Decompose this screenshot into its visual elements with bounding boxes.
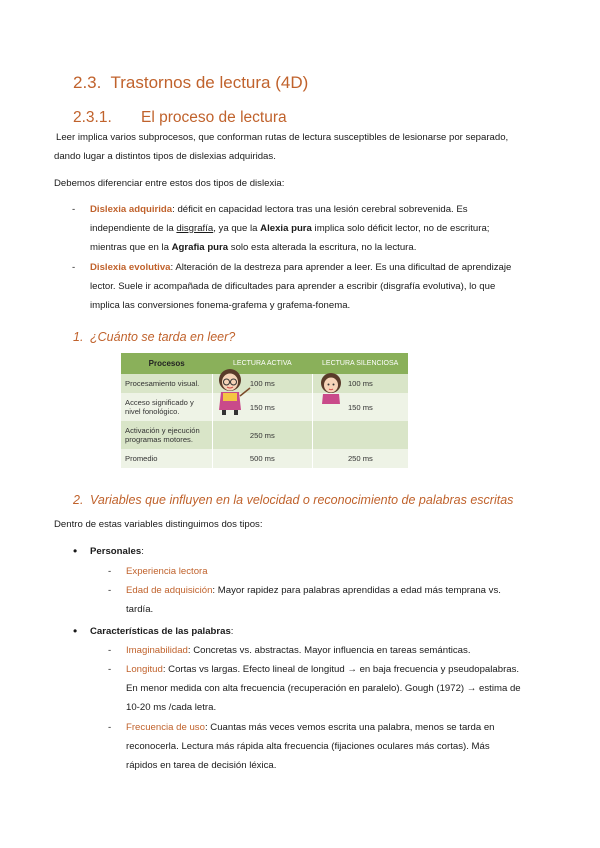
bullet-dot: •	[73, 544, 78, 558]
term: Longitud	[126, 664, 163, 675]
intro-line-1: Leer implica varios subprocesos, que conforman rutas de lectura susceptibles de lesionarse por separado,	[56, 132, 509, 143]
row-label: Activación y ejecución programas motores.	[121, 421, 212, 449]
text: solo esta alterada la escritura, no la lectura.	[228, 242, 417, 253]
dash-marker: -	[108, 566, 112, 577]
text: , ya que la	[213, 223, 261, 234]
heading-number: 2.	[73, 493, 84, 507]
table-row	[121, 421, 408, 449]
row-label: Procesamiento visual.	[121, 374, 212, 393]
row-label: Acceso significado y nivel fonológico.	[121, 393, 212, 421]
term: Edad de adquisición	[126, 585, 213, 596]
text: En menor medida con alta frecuencia (recuperación en paralelo). Gough (1972) → estima de	[126, 683, 521, 694]
caracteristicas-heading	[90, 622, 550, 641]
heading-number: 2.3.1.	[73, 109, 112, 126]
text: lector. Suele ir acompañada de dificultades para aprender a escribir (disgrafía evolutiva), lo que	[90, 281, 496, 292]
heading-2-3	[73, 73, 308, 93]
row-silent: 100 ms	[312, 374, 408, 393]
heading-title: Trastornos de lectura (4D)	[110, 73, 309, 92]
text: : déficit en capacidad lectora tras una lesión cerebral sobrevenida. Es	[172, 204, 468, 215]
underlined-term: disgrafía	[176, 223, 214, 234]
row-silent: 250 ms	[312, 449, 408, 468]
bullet-dot: •	[73, 624, 78, 638]
bullet-dislexia-adquirida	[90, 200, 550, 257]
item-experiencia-lectora	[126, 562, 551, 581]
intro-line-2: dando lugar a distintos tipos de dislexias adquiridas.	[54, 151, 276, 162]
question-2-heading	[73, 493, 513, 507]
row-active: 500 ms	[212, 449, 312, 468]
text: : Cortas vs largas. Efecto lineal de longitud → en baja frecuencia y pseudopalabras.	[162, 664, 520, 675]
header-lectura-activa: LECTURA ACTIVA	[212, 353, 312, 374]
text: 10-20 ms /cada letra.	[126, 702, 217, 713]
heading-title: ¿Cuánto se tarda en leer?	[90, 330, 236, 344]
text: independiente de la	[90, 223, 177, 234]
header-lectura-silenciosa: LECTURA SILENCIOSA	[312, 353, 408, 374]
dash-marker: -	[108, 645, 112, 656]
bold-term: Alexia pura	[260, 223, 312, 234]
header-procesos: Procesos	[121, 353, 212, 374]
item-frecuencia-uso	[126, 718, 551, 775]
teacher-illustration-icon	[214, 366, 254, 416]
bullet-marker: -	[72, 262, 76, 273]
row-active: 150 ms	[212, 393, 312, 421]
text: : Alteración de la destreza para aprender a leer. Es una dificultad de aprendizaje	[170, 262, 512, 273]
term: Dislexia adquirida	[90, 204, 173, 215]
item-imaginabilidad	[126, 641, 551, 660]
text: : Concretas vs. abstractas. Mayor influencia en tareas semánticas.	[187, 645, 471, 656]
heading-number: 2.3.	[73, 73, 102, 92]
item-longitud	[126, 660, 551, 717]
heading-title: Variables que influyen en la velocidad o reconocimiento de palabras escritas	[90, 493, 514, 507]
bold-term: Características de las palabras	[90, 626, 231, 637]
bullet-dislexia-evolutiva	[90, 258, 550, 315]
text: tardía.	[126, 604, 154, 615]
text: mientras que en la	[90, 242, 172, 253]
row-label: Promedio	[121, 449, 212, 468]
heading-number: 1.	[73, 330, 84, 344]
dash-marker: -	[108, 664, 112, 675]
text: implica solo déficit lector, no de escritura;	[311, 223, 490, 234]
text: implica las conversiones fonema-grafema y grafema-fonema.	[90, 300, 351, 311]
text: :	[141, 546, 144, 557]
text: : Cuantas más veces vemos escrita una palabra, menos se tarda en	[204, 722, 495, 733]
bullet-marker: -	[72, 204, 76, 215]
personales-heading	[90, 542, 550, 561]
row-silent: 150 ms	[312, 393, 408, 421]
bold-term: Personales	[90, 546, 142, 557]
girl-illustration-icon	[318, 372, 344, 404]
row-active: 250 ms	[212, 421, 312, 449]
term: Frecuencia de uso	[126, 722, 205, 733]
heading-title: El proceso de lectura	[141, 109, 287, 126]
table-row	[121, 374, 408, 393]
term: Experiencia lectora	[126, 566, 208, 577]
diff-paragraph: Debemos diferenciar entre estos dos tipos de dislexia:	[54, 178, 285, 189]
bold-term: Agrafia pura	[171, 242, 229, 253]
table-row	[121, 393, 408, 421]
text: reconocerla. Lectura más rápida alta frecuencia (fijaciones oculares más cortas). Más	[126, 741, 490, 752]
dash-marker: -	[108, 722, 112, 733]
reading-time-table	[121, 353, 408, 468]
row-active: 100 ms	[212, 374, 312, 393]
text: :	[230, 626, 234, 637]
term: Imaginabilidad	[126, 645, 188, 656]
text: : Mayor rapidez para palabras aprendidas a edad más temprana vs.	[212, 585, 501, 596]
table-row	[121, 449, 408, 468]
item-edad-adquisicion	[126, 581, 551, 619]
variables-intro: Dentro de estas variables distinguimos dos tipos:	[54, 519, 263, 530]
dash-marker: -	[108, 585, 112, 596]
heading-2-3-1	[73, 109, 287, 127]
question-1-heading	[73, 330, 235, 344]
table-header-row	[121, 353, 408, 374]
term: Dislexia evolutiva	[90, 262, 171, 273]
row-silent	[312, 421, 408, 449]
text: rápidos en tarea de decisión léxica.	[126, 760, 277, 771]
